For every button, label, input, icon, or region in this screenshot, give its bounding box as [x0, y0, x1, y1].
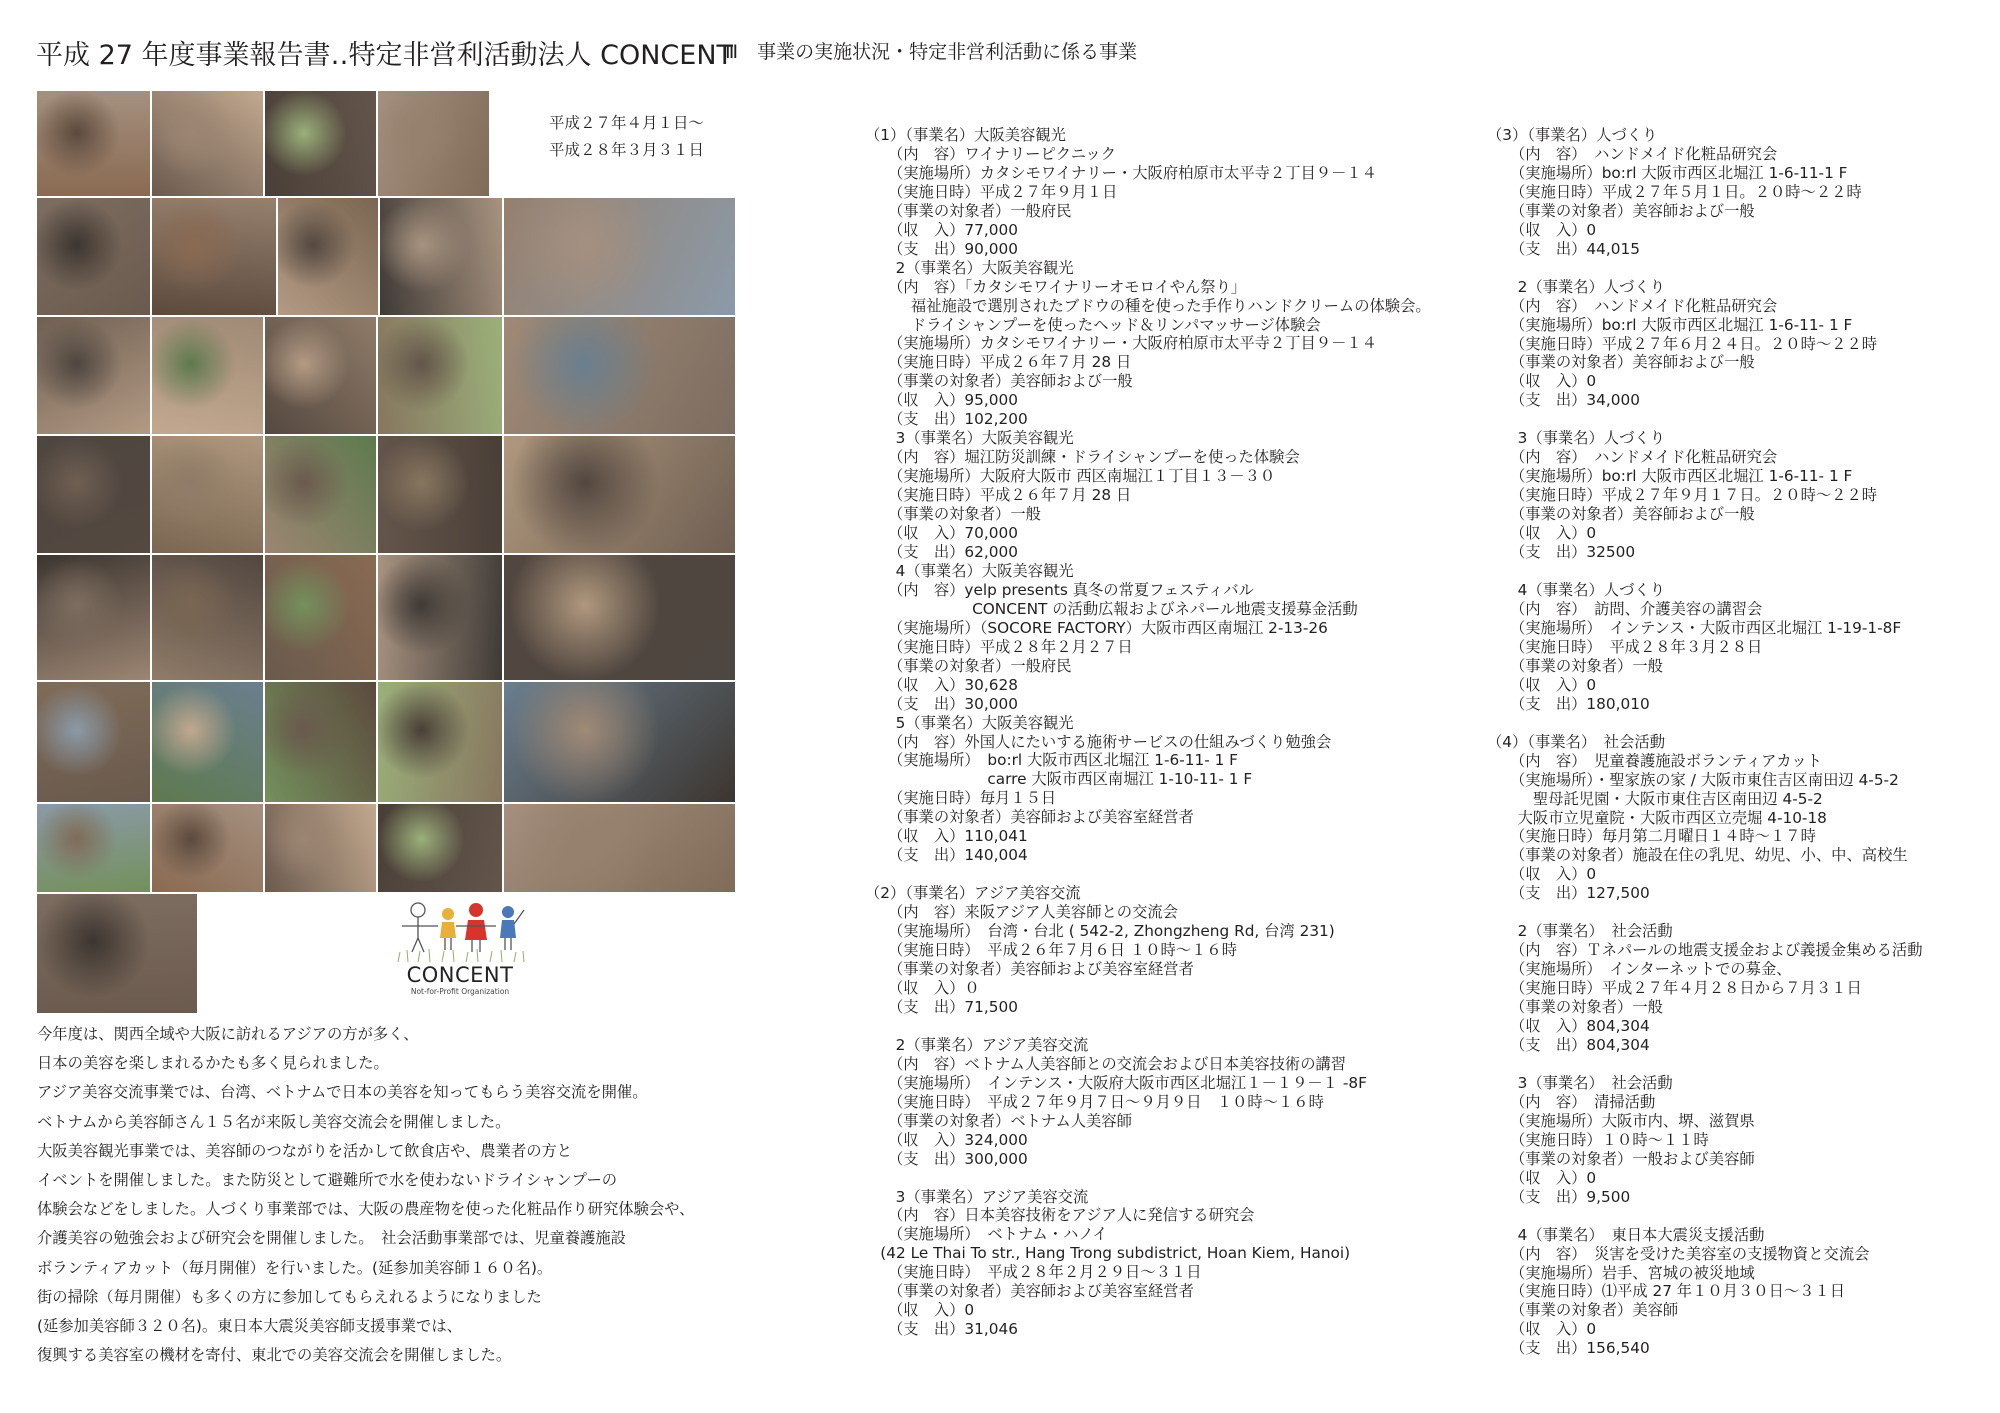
summary-line: 日本の美容を楽しまれるかたも多く見られました。: [37, 1054, 389, 1073]
activity-line: （実施場所）bo:rl 大阪市西区北堀江 1-6-11-1 F: [1487, 163, 1848, 182]
activity-line: （実施日時） 平成２７年９月７日〜９月９日 １０時〜１６時: [865, 1092, 1324, 1111]
event-photo: [504, 317, 735, 434]
activity-line: （収 入）0: [1487, 524, 1597, 543]
activity-line: 2（事業名） 社会活動: [1487, 922, 1673, 941]
event-photo: [504, 804, 735, 892]
spacer: [865, 1017, 1431, 1036]
summary-line: 街の掃除（毎月開催）も多くの方に参加してもらえれるようになりました: [37, 1287, 542, 1306]
event-photo: [265, 804, 376, 892]
event-photo: [152, 91, 263, 196]
activity-line: （収 入）0: [1487, 220, 1597, 239]
activity-line: （実施場所）bo:rl 大阪市西区北堀江 1-6-11- 1 F: [1487, 315, 1853, 334]
activity-line: （支 出）44,015: [1487, 239, 1640, 258]
event-photo: [37, 804, 150, 892]
activity-line: （事業の対象者）美容師: [1487, 1301, 1679, 1320]
event-photo: [265, 682, 376, 802]
activity-line: （収 入）110,041: [865, 827, 1028, 846]
concent-logo: [390, 888, 530, 1000]
activity-line: 福祉施設で選別されたブドウの種を使った手作りハンドクリームの体験会。: [865, 296, 1431, 315]
activity-line: （事業の対象者）一般: [1487, 656, 1663, 675]
activity-line: （実施日時） 平成２８年２月２９日〜３１日: [865, 1263, 1202, 1282]
activity-line: （支 出）180,010: [1487, 694, 1650, 713]
activity-line: （内 容） 児童養護施設ボランティアカット: [1487, 751, 1822, 770]
activity-line: （内 容） 清掃活動: [1487, 1092, 1656, 1111]
activity-line: （事業の対象者）美容師および一般: [1487, 353, 1755, 372]
activity-line: （事業の対象者）美容師および美容室経営者: [865, 808, 1194, 827]
event-photo: [380, 198, 502, 315]
activity-line: （事業の対象者）ベトナム人美容師: [865, 1111, 1132, 1130]
activity-line: （実施場所）カタシモワイナリー・大阪府柏原市太平寺２丁目９－１４: [865, 163, 1377, 182]
event-photo: [378, 317, 502, 434]
activity-line: （内 容） 訪問、介護美容の講習会: [1487, 599, 1763, 618]
activity-column-right: [1487, 126, 1923, 1358]
activity-line: （事業の対象者）一般府民: [865, 201, 1072, 220]
activity-line: （実施場所） インテンス・大阪市西区北堀江 1-19-1-8F: [1487, 618, 1902, 637]
activity-line: （内 容） ハンドメイド化粧品研究会: [1487, 144, 1778, 163]
event-photo: [152, 317, 263, 434]
activity-line: （事業の対象者）一般: [865, 505, 1041, 524]
event-photo: [378, 91, 489, 196]
activity-line: （実施場所）大阪府大阪市 西区南堀江１丁目１３－３０: [865, 467, 1276, 486]
event-photo: [265, 91, 376, 196]
activity-line: （事業の対象者）一般府民: [865, 656, 1072, 675]
activity-line: （支 出）102,200: [865, 410, 1028, 429]
event-photo: [265, 317, 376, 434]
report-period: [549, 110, 704, 164]
activity-line: （事業の対象者）一般: [1487, 998, 1663, 1017]
event-photo: [152, 555, 263, 680]
event-photo: [152, 198, 276, 315]
activity-line: 聖母託児園・大阪市東住吉区南田辺 4-5-2: [1487, 789, 1823, 808]
activity-line: （実施日時）１０時〜１１時: [1487, 1130, 1709, 1149]
activity-line: （実施場所） ベトナム・ハノイ: [865, 1225, 1108, 1244]
event-photo: [504, 555, 735, 680]
activity-line: （収 入）70,000: [865, 524, 1018, 543]
event-photo: [378, 436, 502, 553]
activity-line: （実施日時）毎月第二月曜日１４時〜１７時: [1487, 827, 1816, 846]
activity-line: （実施日時）平成２８年２月２７日: [865, 637, 1133, 656]
activity-line: 4（事業名）大阪美容観光: [865, 561, 1074, 580]
activity-line: （支 出）71,500: [865, 997, 1018, 1016]
activity-line: （収 入）0: [1487, 675, 1597, 694]
activity-line: （支 出）9,500: [1487, 1187, 1631, 1206]
summary-line: 復興する美容室の機材を寄付、東北での美容交流会を開催しました。: [37, 1346, 512, 1365]
activity-line: （収 入）0: [1487, 372, 1597, 391]
section-subtitle: Ⅲ 事業の実施状況・特定非営利活動に係る事業: [725, 41, 1138, 63]
event-photo: [378, 804, 502, 892]
summary-line: イベントを開催しました。また防災として避難所で水を使わないドライシャンプーの: [37, 1171, 618, 1190]
activity-line: 大阪市立児童院・大阪市西区立売堀 4-10-18: [1487, 808, 1827, 827]
activity-line: （実施場所）bo:rl 大阪市西区北堀江 1-6-11- 1 F: [1487, 467, 1853, 486]
event-photo: [265, 555, 376, 680]
event-photo: [37, 436, 150, 553]
spacer: [1487, 1055, 1923, 1074]
photo-collage: [37, 91, 735, 1013]
activity-line: （事業の対象者）美容師および美容室経営者: [865, 959, 1194, 978]
event-photo: [152, 682, 263, 802]
activity-line: （支 出）140,004: [865, 846, 1028, 865]
activity-line: （支 出）62,000: [865, 542, 1018, 561]
summary-line: アジア美容交流事業では、台湾、ベトナムで日本の美容を知ってもらう美容交流を開催。: [37, 1083, 648, 1102]
activity-line: 5（事業名）大阪美容観光: [865, 713, 1074, 732]
period-start: 平成２７年４月１日〜: [549, 114, 705, 132]
activity-line: （内 容）来阪アジア人美容師との交流会: [865, 903, 1178, 922]
event-photo: [37, 198, 150, 315]
activity-line: 3（事業名）アジア美容交流: [865, 1187, 1089, 1206]
activity-line: （収 入）77,000: [865, 220, 1018, 239]
summary-paragraph: [37, 1020, 694, 1370]
logo-wordmark: CONCENT: [406, 963, 514, 987]
summary-line: ベトナムから美容師さん１５名が来阪し美容交流会を開催しました。: [37, 1112, 511, 1131]
activity-line: （収 入）０: [865, 978, 980, 997]
activity-line: （実施日時）⑴平成 27 年１０月３０日〜３１日: [1487, 1282, 1846, 1301]
activity-line: ドライシャンプーを使ったヘッド＆リンパマッサージ体験会: [865, 315, 1321, 334]
activity-line: （収 入）95,000: [865, 391, 1018, 410]
activity-line: （支 出）156,540: [1487, 1339, 1650, 1358]
activity-line: （事業の対象者）美容師および一般: [1487, 201, 1755, 220]
activity-line: （実施日時）平成２７年４月２８日から７月３１日: [1487, 979, 1862, 998]
activity-column-left: [865, 126, 1431, 1339]
activity-line: （内 容）ワイナリーピクニック: [865, 144, 1117, 163]
activity-line: （支 出）30,000: [865, 694, 1018, 713]
activity-line: （実施場所）カタシモワイナリー・大阪府柏原市太平寺２丁目９－１４: [865, 334, 1377, 353]
activity-line: （実施場所） インターネットでの募金、: [1487, 960, 1792, 979]
activity-line: （内 容） ハンドメイド化粧品研究会: [1487, 448, 1778, 467]
activity-line: （収 入）324,000: [865, 1130, 1028, 1149]
activity-line: （支 出）804,304: [1487, 1035, 1650, 1054]
activity-line: （支 出）34,000: [1487, 391, 1640, 410]
activity-line: （2）（事業名）アジア美容交流: [865, 884, 1081, 903]
spacer: [865, 865, 1431, 884]
activity-line: (42 Le Thai To str., Hang Trong subdistrict, Hoan Kiem, Hanoi): [865, 1244, 1351, 1263]
summary-line: 体験会などをしました。人づくり事業部では、大阪の農産物を使った化粧品作り研究体験会や、: [37, 1200, 695, 1219]
activity-line: 3（事業名）人づくり: [1487, 429, 1665, 448]
activity-line: 3（事業名）大阪美容観光: [865, 429, 1074, 448]
activity-line: （内 容）yelp presents 真冬の常夏フェスティバル: [865, 580, 1254, 599]
activity-line: （実施日時）平成２７年９月１日: [865, 182, 1118, 201]
period-end: 平成２８年３月３１日: [549, 141, 705, 159]
activity-line: （実施場所） 台湾・台北 ( 542-2, Zhongzheng Rd, 台湾 231): [865, 922, 1335, 941]
activity-line: CONCENT の活動広報およびネパール地震支援募金活動: [865, 599, 1358, 618]
activity-line: （実施日時）平成２７年６月２４日。２０時〜２２時: [1487, 334, 1878, 353]
activity-line: （内 容） 災害を受けた美容室の支援物資と交流会: [1487, 1244, 1870, 1263]
activity-line: （内 容）日本美容技術をアジア人に発信する研究会: [865, 1206, 1255, 1225]
spacer: [1487, 562, 1923, 581]
activity-line: （支 出）127,500: [1487, 884, 1650, 903]
activity-line: （収 入）30,628: [865, 675, 1018, 694]
activity-line: （内 容）堀江防災訓練・ドライシャンプーを使った体験会: [865, 448, 1300, 467]
spacer: [1487, 903, 1923, 922]
event-photo: [504, 198, 735, 315]
activity-line: （実施場所）大阪市内、堺、滋賀県: [1487, 1111, 1755, 1130]
activity-line: 4（事業名）人づくり: [1487, 581, 1665, 600]
event-photo: [278, 198, 378, 315]
spacer: [865, 1169, 1431, 1188]
summary-line: 介護美容の勉強会および研究会を開催しました。 社会活動事業部では、児童養護施設: [37, 1229, 626, 1248]
activity-line: （事業の対象者）美容師および一般: [865, 372, 1133, 391]
summary-line: 今年度は、関西全域や大阪に訪れるアジアの方が多く、: [37, 1025, 419, 1043]
summary-line: (延参加美容師３２０名)。東日本大震災美容師支援事業では、: [37, 1317, 462, 1336]
activity-line: （実施日時）毎月１５日: [865, 789, 1057, 808]
activity-line: carre 大阪市西区南堀江 1-10-11- 1 F: [865, 770, 1253, 789]
event-photo: [378, 555, 502, 680]
event-photo: [37, 894, 197, 1013]
activity-line: 3（事業名） 社会活動: [1487, 1073, 1673, 1092]
event-photo: [378, 682, 502, 802]
spacer: [1487, 410, 1923, 429]
activity-line: （実施日時） 平成２６年７月６日 １０時〜１６時: [865, 941, 1237, 960]
activity-line: （支 出）31,046: [865, 1320, 1018, 1339]
activity-line: （支 出）90,000: [865, 239, 1018, 258]
event-photo: [265, 436, 376, 553]
activity-line: （事業の対象者）美容師および一般: [1487, 505, 1755, 524]
activity-line: （収 入）0: [865, 1301, 975, 1320]
activity-line: （収 入）0: [1487, 865, 1597, 884]
activity-line: （収 入）0: [1487, 1320, 1597, 1339]
logo-figures-icon: [390, 888, 530, 966]
event-photo: [37, 682, 150, 802]
activity-line: （実施場所） bo:rl 大阪市西区北堀江 1-6-11- 1 F: [865, 751, 1238, 770]
activity-line: （実施場所）・聖家族の家 / 大阪市東住吉区南田辺 4-5-2: [1487, 770, 1899, 789]
summary-line: ボランティアカット（毎月開催）を行いました。(延参加美容師１６０名)。: [37, 1258, 553, 1277]
event-photo: [504, 682, 735, 802]
spacer: [1487, 1207, 1923, 1226]
activity-line: 2（事業名）人づくり: [1487, 277, 1665, 296]
event-photo: [37, 317, 150, 434]
activity-line: （内 容）Ｔネパールの地震支援金および義援金集める活動: [1487, 941, 1923, 960]
activity-line: （支 出）300,000: [865, 1149, 1028, 1168]
activity-line: （実施日時）平成２７年９月１７日。２０時〜２２時: [1487, 486, 1878, 505]
spacer: [1487, 259, 1923, 278]
activity-line: （事業の対象者）美容師および美容室経営者: [865, 1282, 1194, 1301]
logo-tagline: Not-for-Profit Organization: [410, 987, 510, 996]
activity-line: 4（事業名） 東日本大震災支援活動: [1487, 1225, 1765, 1244]
activity-line: （実施日時）平成２６年７月 28 日: [865, 353, 1132, 372]
event-photo: [152, 804, 263, 892]
event-photo: [152, 436, 263, 553]
activity-line: （実施場所） インテンス・大阪府大阪市西区北堀江１－１９－１ -8F: [865, 1073, 1367, 1092]
activity-line: （実施日時）平成２７年５月１日。２０時〜２２時: [1487, 182, 1862, 201]
activity-line: 2（事業名）アジア美容交流: [865, 1035, 1089, 1054]
activity-line: （収 入）0: [1487, 1168, 1597, 1187]
activity-line: （実施日時） 平成２８年３月２８日: [1487, 637, 1763, 656]
activity-line: （実施場所）岩手、宮城の被災地域: [1487, 1263, 1755, 1282]
activity-line: （4）（事業名） 社会活動: [1487, 732, 1665, 751]
spacer: [1487, 714, 1923, 733]
document-title: 平成 27 年度事業報告書‥特定非営利活動法人 CONCENT: [36, 40, 734, 71]
activity-line: （1）（事業名）大阪美容観光: [865, 126, 1066, 144]
activity-line: 2（事業名）大阪美容観光: [865, 258, 1074, 277]
activity-line: （事業の対象者）一般および美容師: [1487, 1149, 1755, 1168]
activity-line: （3）（事業名）人づくり: [1487, 126, 1658, 144]
activity-line: （内 容）ベトナム人美容師との交流会および日本美容技術の講習: [865, 1054, 1347, 1073]
activity-line: （内 容）「カタシモワイナリーオモロイやん祭り」: [865, 277, 1247, 296]
activity-line: （内 容） ハンドメイド化粧品研究会: [1487, 296, 1778, 315]
activity-line: （収 入）804,304: [1487, 1017, 1650, 1036]
event-photo: [37, 91, 150, 196]
activity-line: （事業の対象者）施設在住の乳児、幼児、小、中、高校生: [1487, 846, 1908, 865]
event-photo: [37, 555, 150, 680]
activity-line: （実施場所）（SOCORE FACTORY）大阪市西区南堀江 2-13-26: [865, 618, 1328, 637]
activity-line: （支 出）32500: [1487, 543, 1636, 562]
activity-line: （内 容）外国人にたいする施術サービスの仕組みづくり勉強会: [865, 732, 1332, 751]
activity-line: （実施日時）平成２６年７月 28 日: [865, 486, 1132, 505]
summary-line: 大阪美容観光事業では、美容師のつながりを活かして飲食店や、農業者の方と: [37, 1141, 573, 1160]
event-photo: [504, 436, 735, 553]
